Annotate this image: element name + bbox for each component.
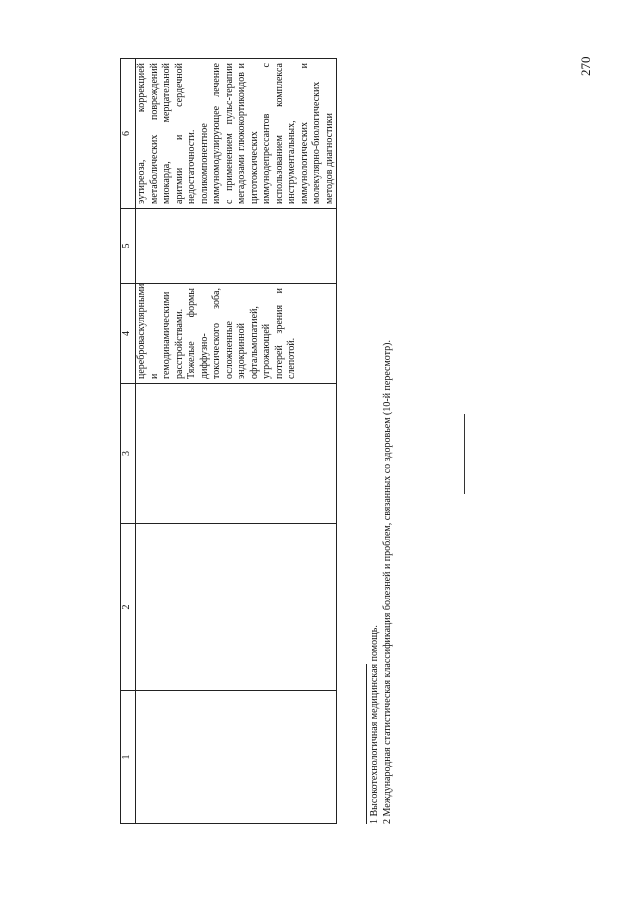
header-col-2: 2 bbox=[121, 524, 136, 691]
cell-col-1 bbox=[136, 691, 337, 824]
rotated-content bbox=[120, 59, 410, 824]
footnotes bbox=[369, 64, 394, 824]
cell-col-3 bbox=[136, 384, 337, 524]
header-col-3: 3 bbox=[121, 384, 136, 524]
table-row bbox=[136, 59, 337, 824]
footnote-1: 1 Высокотехнологичная медицинская помощь. bbox=[369, 625, 380, 824]
footnote-2: 2 Международная статистическая классификация болезней и проблем, связанных со здоровьем (10-й пересмотр). bbox=[381, 340, 393, 824]
cell-col-4: цереброваскулярными и гемодинамическими расстройствами. Тяжелые формы диффузно-токсического зоба, осложненные эндокринной офтальмопатией, угрожающей потерей зрения и слепотой. bbox=[136, 284, 337, 384]
header-col-5: 5 bbox=[121, 209, 136, 284]
page-number: 270 bbox=[578, 56, 593, 76]
header-col-6: 6 bbox=[121, 59, 136, 209]
cell-col-5 bbox=[136, 209, 337, 284]
separator-line bbox=[464, 414, 465, 494]
medical-table bbox=[120, 58, 337, 824]
cell-col-6: эутиреоза, коррекцией метаболических повреждений миокарда, мерцательной аритмии и сердечной недостаточности. поликомпонентное иммуномодулирующее лечение с применением пульс-терапии мегадозами глюкокортикоидов и цитотоксических иммунодепрессантов с использованием комплекса инструментальных, иммунологических и молекулярно-биологических методов диагностики bbox=[136, 59, 337, 209]
header-col-4: 4 bbox=[121, 284, 136, 384]
footnote-rule bbox=[366, 664, 367, 824]
cell-col-2 bbox=[136, 524, 337, 691]
table-header-row bbox=[121, 59, 136, 824]
header-col-1: 1 bbox=[121, 691, 136, 824]
